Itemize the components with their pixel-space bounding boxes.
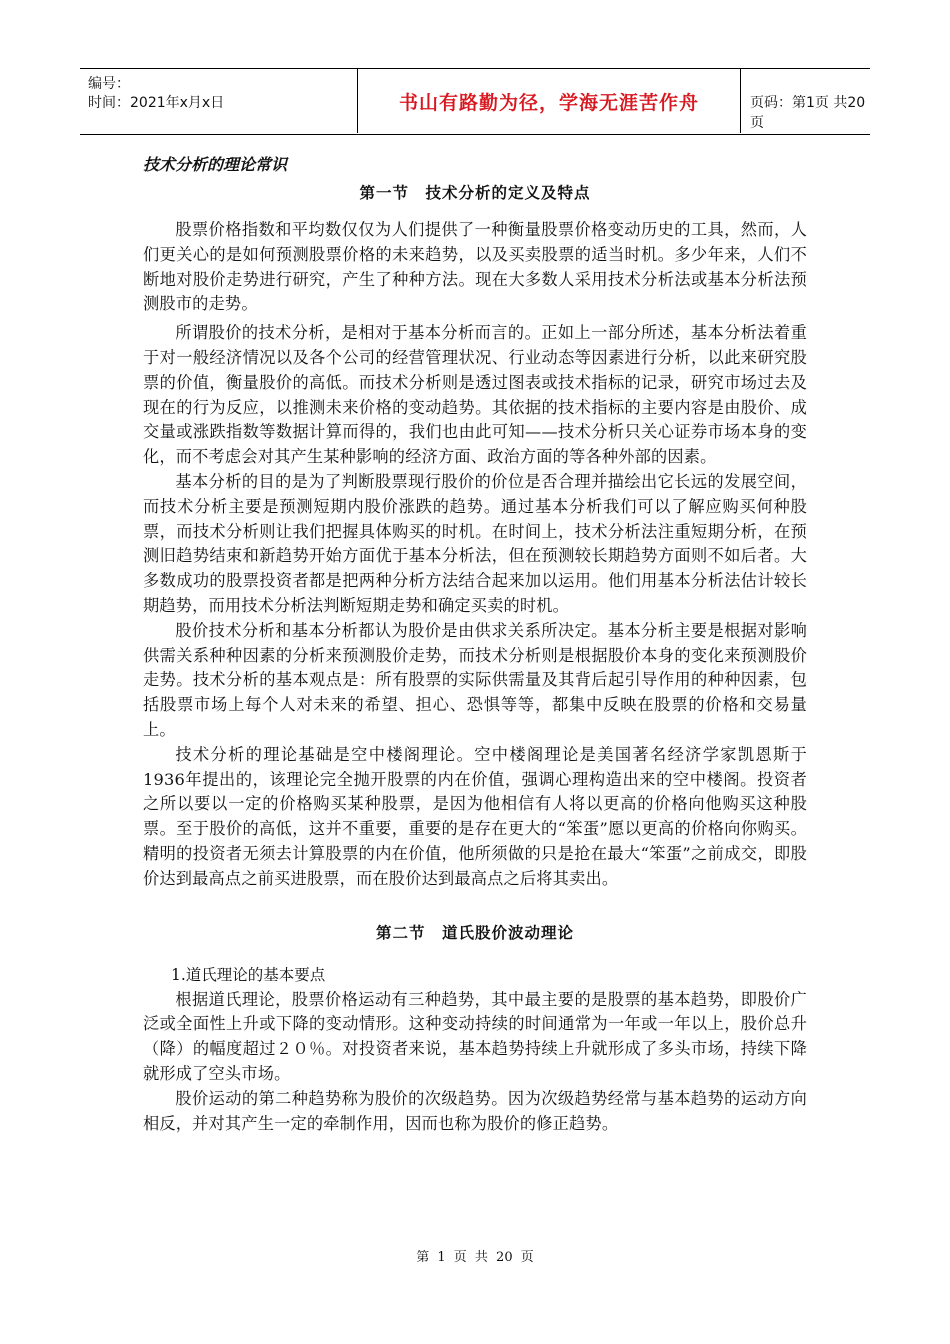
header-page-info: 页码：第1页 共20页 [750, 95, 866, 131]
section-2-title: 第二节 道氏股价波动理论 [375, 923, 574, 942]
paragraph: 基本分析的目的是为了判断股票现行股价的价位是否合理并描绘出它长远的发展空间，而技术分析主要是预测短期内股价涨跌的趋势。通过基本分析我们可以了解应购买何种股票，而技术分析则让我们把握具体购买的时机。在时间上，技术分析法注重短期分析，在预测旧趋势结束和新趋势开始方面优于基本分析法，但在预测较长期趋势方面则不如后者。大多数成功的股票投资者都是把两种分析方法结合起来加以运用。他们用基本分析法估计较长期趋势，而用技术分析法判断短期走势和确定买卖的时机。 [143, 471, 807, 615]
header-motto: 书山有路勤为径，学海无涯苦作舟 [357, 69, 741, 133]
paragraph: 技术分析的理论基础是空中楼阁理论。空中楼阁理论是美国著名经济学家凯恩斯于1936年提出的，该理论完全抛开股票的内在价值，强调心理构造出来的空中楼阁。投资者之所以要以一定的价格购买某种股票，是因为他相信有人将以更高的价格向他购买这种股票。至于股价的高低，这并不重要，重要的是存在更大的“笨蛋”愿以更高的价格向你购买。精明的投资者无须去计算股票的内在价值，他所须做的只是抢在最大“笨蛋”之前成交，即股价达到最高点之前买进股票，而在股价达到最高点之后将其卖出。 [143, 744, 807, 888]
page-footer: 第 1 页 共 20 页 [416, 1250, 534, 1265]
header-meta [88, 75, 288, 113]
page-header [80, 68, 870, 135]
item-heading: 1.道氏理论的基本要点 [171, 965, 326, 984]
paragraph: 所谓股价的技术分析，是相对于基本分析而言的。正如上一部分所述，基本分析法着重于对一般经济情况以及各个公司的经营管理状况、行业动态等因素进行分析，以此来研究股票的价值，衡量股价的高低。而技术分析则是透过图表或技术指标的记录，研究市场过去及现在的行为反应，以推测未来价格的变动趋势。其依据的技术指标的主要内容是由股价、成交量或涨跌指数等数据计算而得的，我们也由此可知——技术分析只关心证券市场本身的变化，而不考虑会对其产生某种影响的经济方面、政治方面的等各种外部的因素。 [143, 323, 807, 467]
document-date: 时间：2021年x月x日 [88, 95, 225, 111]
paragraph: 根据道氏理论，股票价格运动有三种趋势，其中最主要的是股票的基本趋势，即股价广泛或全面性上升或下降的变动情形。这种变动持续的时间通常为一年或一年以上，股价总升（降）的幅度超过２０％。对投资者来说，基本趋势持续上升就形成了多头市场，持续下降就形成了空头市场。 [143, 989, 807, 1083]
paragraph: 股票价格指数和平均数仅仅为人们提供了一种衡量股票价格变动历史的工具，然而，人们更关心的是如何预测股票价格的未来趋势，以及买卖股票的适当时机。多少年来，人们不断地对股价走势进行研究，产生了种种方法。现在大多数人采用技术分析法或基本分析法预测股市的走势。 [143, 220, 807, 314]
document-body [143, 152, 807, 1136]
document-title: 技术分析的理论常识 [143, 155, 288, 174]
paragraph: 股价技术分析和基本分析都认为股价是由供求关系所决定。基本分析主要是根据对影响供需关系种种因素的分析来预测股价走势，而技术分析则是根据股价本身的变化来预测股价走势。技术分析的基本观点是：所有股票的实际供需量及其背后起引导作用的种种因素，包括股票市场上每个人对未来的希望、担心、恐惧等等，都集中反映在股票的价格和交易量上。 [143, 620, 807, 739]
paragraph: 股价运动的第二种趋势称为股价的次级趋势。因为次级趋势经常与基本趋势的运动方向相反，并对其产生一定的牵制作用，因而也称为股价的修正趋势。 [143, 1088, 807, 1133]
document-number-label: 编号： [88, 76, 130, 92]
section-1-title: 第一节 技术分析的定义及特点 [359, 184, 591, 202]
